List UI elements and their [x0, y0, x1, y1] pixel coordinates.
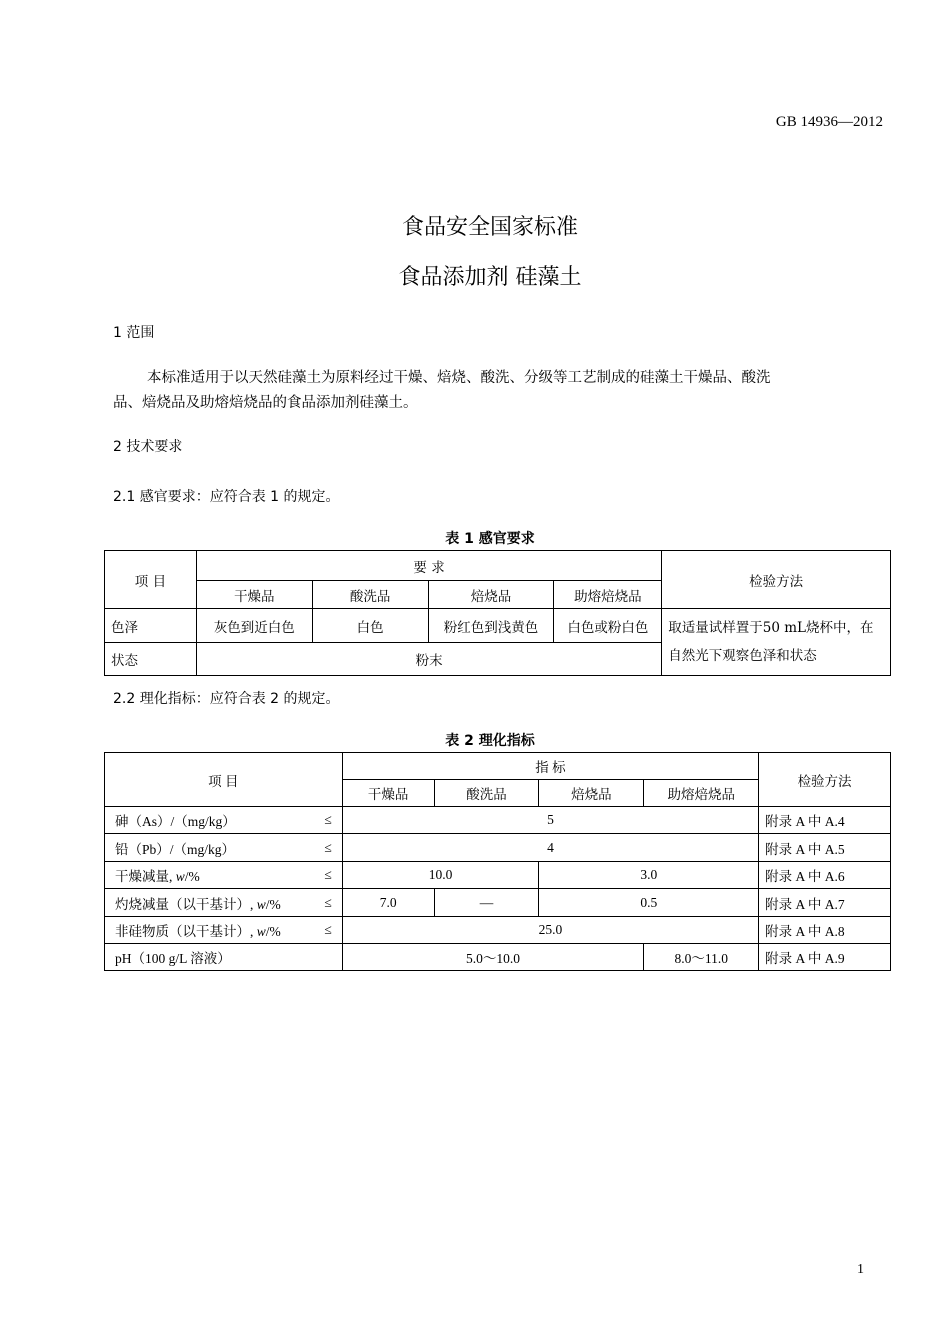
less-equal-sign: ≤ — [324, 867, 332, 882]
t2-row-label: 砷（As）/（mg/kg） ≤ — [105, 807, 343, 834]
t2-cell: 0.5 — [539, 889, 759, 917]
table-row — [105, 807, 891, 834]
t1-col-dried: 干燥品 — [196, 581, 312, 609]
less-equal-sign: ≤ — [324, 812, 332, 827]
subsection-physicochemical: 2.2 理化指标：应符合表 2 的规定。 — [113, 691, 340, 707]
section-heading-scope: 1 范围 — [113, 325, 155, 341]
t2-cell: 5 — [342, 807, 758, 834]
t1-header-item: 项 目 — [105, 551, 197, 609]
table-row — [105, 609, 891, 643]
t1-cell: 粉末 — [196, 643, 661, 676]
t2-row-label: 铅（Pb）/（mg/kg） ≤ — [105, 834, 343, 862]
page-number: 1 — [857, 1262, 864, 1277]
t2-header-method: 检验方法 — [759, 753, 891, 807]
less-equal-sign: ≤ — [324, 894, 332, 910]
t1-row-label: 色泽 — [105, 609, 197, 643]
t2-method: 附录 A 中 A.4 — [759, 807, 891, 834]
t2-header-item: 项 目 — [105, 753, 343, 807]
t2-method: 附录 A 中 A.6 — [759, 862, 891, 889]
section-heading-requirements: 2 技术要求 — [113, 439, 183, 455]
t1-header-method: 检验方法 — [662, 551, 891, 609]
t2-col-dried: 干燥品 — [342, 780, 434, 807]
sensory-table — [104, 550, 891, 676]
standard-number: GB 14936—2012 — [775, 114, 883, 130]
t2-header-index: 指 标 — [342, 753, 758, 780]
t1-cell: 白色 — [312, 609, 428, 643]
t2-cell: 4 — [342, 834, 758, 862]
t2-cell: 5.0～10.0 — [342, 944, 644, 971]
t2-row-label: pH（100 g/L 溶液） — [105, 944, 343, 971]
table-row — [105, 944, 891, 971]
table-row — [105, 917, 891, 944]
document-subtitle: 食品添加剂 硅藻土 — [398, 265, 582, 290]
t2-method: 附录 A 中 A.8 — [759, 917, 891, 944]
less-equal-sign: ≤ — [324, 922, 332, 937]
t1-cell: 粉红色到浅黄色 — [428, 609, 554, 643]
scope-paragraph — [113, 366, 883, 416]
table1-caption: 表 1 感官要求 — [445, 531, 535, 547]
less-equal-sign: ≤ — [324, 839, 332, 855]
t2-cell: 10.0 — [342, 862, 539, 889]
table-row — [105, 862, 891, 889]
t2-method: 附录 A 中 A.5 — [759, 834, 891, 862]
t1-cell: 灰色到近白色 — [196, 609, 312, 643]
t1-method-text: 取适量试样置于50 mL烧杯中，在自然光下观察色泽和状态 — [662, 609, 891, 676]
t2-method: 附录 A 中 A.7 — [759, 889, 891, 917]
t2-col-calcined: 焙烧品 — [539, 780, 644, 807]
t2-method: 附录 A 中 A.9 — [759, 944, 891, 971]
t2-cell: 7.0 — [342, 889, 434, 917]
t1-col-acid-washed: 酸洗品 — [312, 581, 428, 609]
table2-caption: 表 2 理化指标 — [445, 733, 535, 749]
t2-row-label: 干燥减量, w/% ≤ — [105, 862, 343, 889]
document-title: 食品安全国家标准 — [401, 215, 578, 240]
t2-cell: 25.0 — [342, 917, 758, 944]
t1-cell: 白色或粉白色 — [554, 609, 662, 643]
scope-line-2: 品、焙烧品及助熔焙烧品的食品添加剂硅藻土。 — [113, 395, 418, 411]
t2-cell: — — [434, 889, 539, 917]
scope-line-1: 本标准适用于以天然硅藻土为原料经过干燥、焙烧、酸洗、分级等工艺制成的硅藻土干燥品、酸洗 — [147, 370, 771, 386]
t2-cell: 8.0～11.0 — [644, 944, 759, 971]
t2-cell: 3.0 — [539, 862, 759, 889]
t1-header-requirement: 要 求 — [196, 551, 661, 581]
t1-col-flux-calcined: 助熔焙烧品 — [554, 581, 662, 609]
table-row — [105, 834, 891, 862]
table-row — [105, 889, 891, 917]
physicochemical-table — [104, 752, 891, 971]
t1-col-calcined: 焙烧品 — [428, 581, 554, 609]
t2-col-flux-calcined: 助熔焙烧品 — [644, 780, 759, 807]
t2-col-acid-washed: 酸洗品 — [434, 780, 539, 807]
t1-row-label: 状态 — [105, 643, 197, 676]
t2-row-label: 非硅物质（以干基计）, w/% ≤ — [105, 917, 343, 944]
subsection-sensory: 2.1 感官要求：应符合表 1 的规定。 — [113, 489, 340, 505]
t2-row-label: 灼烧减量（以干基计）, w/% ≤ — [105, 889, 343, 917]
